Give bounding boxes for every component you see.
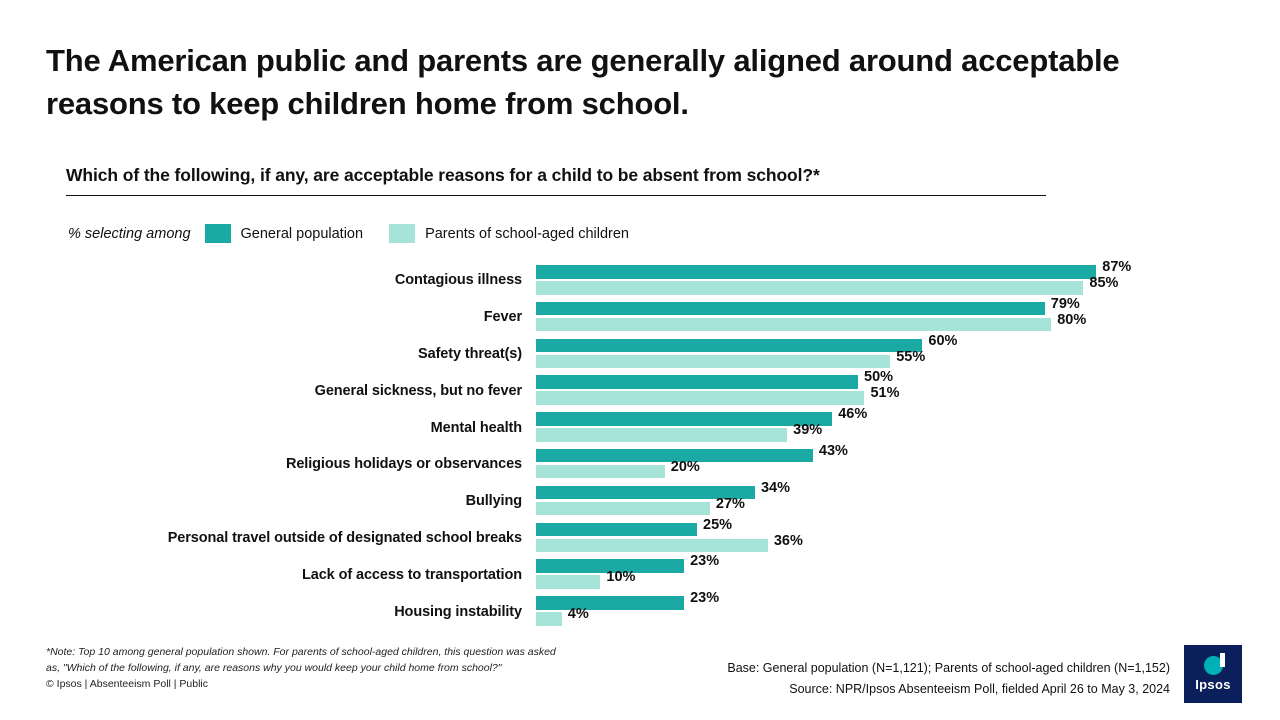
chart-row: [46, 553, 1236, 593]
bar-parents: [536, 465, 665, 479]
bar-general-population: [536, 339, 922, 353]
bar-value-label: 4%: [567, 606, 589, 623]
source-block: [470, 658, 1170, 701]
bar-general-population: [536, 302, 1045, 316]
bar-track: [536, 295, 1236, 336]
chart-row: [46, 295, 1236, 336]
ipsos-logo: [1184, 645, 1242, 703]
bar-track: [536, 516, 1236, 557]
question-text: Which of the following, if any, are acceptable reasons for a child to be absent from school?*: [66, 165, 820, 185]
bar-value-label: 85%: [1089, 275, 1119, 291]
chart-row: [46, 259, 1236, 299]
bar-parents: [536, 539, 768, 553]
divider: [66, 195, 1046, 196]
chart-row: [46, 442, 1236, 483]
legend-item-general-population: [205, 224, 364, 243]
legend-swatch-parents: [389, 224, 415, 243]
chart-row: [46, 590, 1236, 630]
bar-value-label: 87%: [1102, 259, 1132, 275]
bar-track: [536, 332, 1236, 373]
category-label: General sickness, but no fever: [314, 382, 522, 399]
bar-parents: [536, 281, 1083, 295]
ipsos-logo-text: Ipsos: [1195, 677, 1231, 692]
bar-general-population: [536, 265, 1096, 279]
bar-chart: [46, 259, 1236, 630]
bar-value-label: 25%: [703, 516, 733, 533]
bar-parents: [536, 355, 890, 369]
bar-parents: [536, 318, 1051, 332]
bar-track: [536, 369, 1236, 409]
bar-parents: [536, 575, 600, 589]
bar-value-label: 27%: [715, 495, 745, 512]
chart-row: [46, 406, 1236, 446]
bar-value-label: 79%: [1050, 295, 1080, 312]
bar-parents: [536, 612, 562, 626]
bar-value-label: 36%: [773, 532, 803, 549]
bar-parents: [536, 428, 787, 442]
category-label: Contagious illness: [394, 272, 522, 289]
bar-value-label: 20%: [670, 458, 700, 475]
category-label: Religious holidays or observances: [285, 456, 522, 473]
category-label: Bullying: [465, 493, 522, 510]
bar-track: [536, 479, 1236, 520]
bar-track: [536, 259, 1236, 299]
bar-general-population: [536, 523, 697, 537]
legend-label-general-population: General population: [240, 225, 364, 242]
bar-general-population: [536, 375, 858, 389]
category-label: Housing instability: [394, 603, 522, 620]
bar-parents: [536, 391, 864, 405]
bar-value-label: 23%: [690, 590, 720, 607]
page-title: The American public and parents are generally aligned around acceptable reasons to keep children home from school.: [46, 43, 1120, 121]
bar-track: [536, 406, 1236, 446]
category-label: Lack of access to transportation: [302, 566, 522, 583]
footnote-note: *Note: Top 10 among general population shown. For parents of school-aged children, this question was asked as, "Which of the following, if any, are reasons why you would keep your child home from school?": [46, 646, 556, 674]
category-label: Fever: [483, 309, 522, 326]
legend-label-parents: Parents of school-aged children: [425, 225, 629, 242]
bar-value-label: 80%: [1057, 311, 1087, 328]
chart-row: [46, 479, 1236, 520]
bar-value-label: 55%: [896, 348, 926, 365]
legend-item-parents: [389, 224, 629, 243]
bar-value-label: 34%: [760, 479, 790, 496]
bar-value-label: 43%: [818, 442, 848, 459]
category-label: Safety threat(s): [418, 345, 522, 362]
bar-value-label: 50%: [864, 369, 894, 386]
bar-value-label: 39%: [793, 422, 823, 439]
bar-value-label: 46%: [838, 406, 868, 423]
question-header: [66, 165, 1046, 196]
bar-value-label: 10%: [606, 569, 636, 586]
footnote-copyright: © Ipsos | Absenteeism Poll | Public: [46, 677, 209, 690]
ipsos-logo-icon: [1204, 656, 1223, 675]
source-line: Source: NPR/Ipsos Absenteeism Poll, fielded April 26 to May 3, 2024: [789, 682, 1170, 697]
source-base: Base: General population (N=1,121); Parents of school-aged children (N=1,152): [727, 661, 1170, 675]
category-label: Personal travel outside of designated school breaks: [167, 529, 522, 546]
bar-value-label: 23%: [690, 553, 720, 570]
chart-row: [46, 369, 1236, 409]
category-label: Mental health: [430, 419, 522, 436]
bar-value-label: 60%: [928, 332, 958, 349]
chart-legend: [68, 224, 655, 243]
bar-parents: [536, 502, 710, 516]
bar-track: [536, 442, 1236, 483]
bar-track: [536, 590, 1236, 630]
bar-value-label: 51%: [870, 385, 900, 402]
bar-track: [536, 553, 1236, 593]
legend-prefix: % selecting among: [68, 225, 191, 242]
chart-row: [46, 332, 1236, 373]
chart-row: [46, 516, 1236, 557]
bar-general-population: [536, 596, 684, 610]
legend-swatch-general-population: [205, 224, 231, 243]
bar-general-population: [536, 412, 832, 426]
